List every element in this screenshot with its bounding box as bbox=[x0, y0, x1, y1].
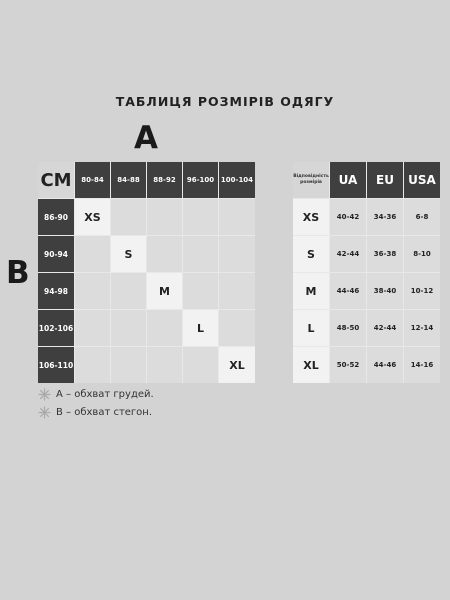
column-header: 88-92 bbox=[147, 162, 182, 198]
column-header: 96-100 bbox=[183, 162, 218, 198]
usa-value: 14-16 bbox=[404, 347, 440, 383]
note-item bbox=[38, 387, 154, 401]
empty-cell bbox=[183, 273, 218, 309]
size-grid bbox=[38, 162, 255, 383]
eu-value: 38-40 bbox=[367, 273, 403, 309]
row-header: 86-90 bbox=[38, 199, 74, 235]
eu-value: 36-38 bbox=[367, 236, 403, 272]
size-label: XS bbox=[293, 199, 329, 235]
size-label: XL bbox=[293, 347, 329, 383]
note-text: А – обхват грудей. bbox=[56, 388, 154, 400]
empty-cell bbox=[147, 310, 182, 346]
column-header: 84-88 bbox=[111, 162, 146, 198]
empty-cell bbox=[75, 236, 110, 272]
usa-value: 8-10 bbox=[404, 236, 440, 272]
column-header: 80-84 bbox=[75, 162, 110, 198]
row-header: 94-98 bbox=[38, 273, 74, 309]
empty-cell bbox=[219, 310, 255, 346]
eu-value: 42-44 bbox=[367, 310, 403, 346]
empty-cell bbox=[183, 199, 218, 235]
usa-value: 10-12 bbox=[404, 273, 440, 309]
size-cell: XL bbox=[219, 347, 255, 383]
ua-value: 42-44 bbox=[330, 236, 366, 272]
ua-value: 40-42 bbox=[330, 199, 366, 235]
axis-b-label: B bbox=[6, 255, 30, 291]
empty-cell bbox=[183, 236, 218, 272]
sparkle-icon bbox=[38, 388, 51, 401]
grid-corner: CM bbox=[38, 162, 74, 198]
column-header: UA bbox=[330, 162, 366, 198]
row-header: 106-110 bbox=[38, 347, 74, 383]
ua-value: 48-50 bbox=[330, 310, 366, 346]
eu-value: 44-46 bbox=[367, 347, 403, 383]
usa-value: 6-8 bbox=[404, 199, 440, 235]
axis-a-label: A bbox=[134, 120, 158, 156]
size-cell: L bbox=[183, 310, 218, 346]
empty-cell bbox=[75, 273, 110, 309]
empty-cell bbox=[147, 236, 182, 272]
sparkle-icon bbox=[38, 406, 51, 419]
empty-cell bbox=[111, 273, 146, 309]
ua-value: 50-52 bbox=[330, 347, 366, 383]
empty-cell bbox=[111, 199, 146, 235]
empty-cell bbox=[111, 347, 146, 383]
note-item bbox=[38, 405, 154, 419]
column-header: 100-104 bbox=[219, 162, 255, 198]
empty-cell bbox=[219, 273, 255, 309]
ua-value: 44-46 bbox=[330, 273, 366, 309]
usa-value: 12-14 bbox=[404, 310, 440, 346]
empty-cell bbox=[219, 236, 255, 272]
column-header: USA bbox=[404, 162, 440, 198]
column-header: EU bbox=[367, 162, 403, 198]
size-label: S bbox=[293, 236, 329, 272]
empty-cell bbox=[219, 199, 255, 235]
empty-cell bbox=[111, 310, 146, 346]
size-label: L bbox=[293, 310, 329, 346]
conversion-corner: Відповідність розмірів bbox=[293, 162, 329, 198]
eu-value: 34-36 bbox=[367, 199, 403, 235]
empty-cell bbox=[147, 347, 182, 383]
empty-cell bbox=[147, 199, 182, 235]
conversion-table bbox=[293, 162, 440, 383]
size-cell: M bbox=[147, 273, 182, 309]
row-header: 90-94 bbox=[38, 236, 74, 272]
empty-cell bbox=[75, 347, 110, 383]
note-text: В – обхват стегон. bbox=[56, 406, 153, 418]
legend-notes bbox=[38, 387, 154, 423]
empty-cell bbox=[75, 310, 110, 346]
size-cell: XS bbox=[75, 199, 110, 235]
size-cell: S bbox=[111, 236, 146, 272]
page-title: ТАБЛИЦЯ РОЗМІРІВ ОДЯГУ bbox=[115, 94, 335, 109]
size-label: M bbox=[293, 273, 329, 309]
row-header: 102-106 bbox=[38, 310, 74, 346]
empty-cell bbox=[183, 347, 218, 383]
